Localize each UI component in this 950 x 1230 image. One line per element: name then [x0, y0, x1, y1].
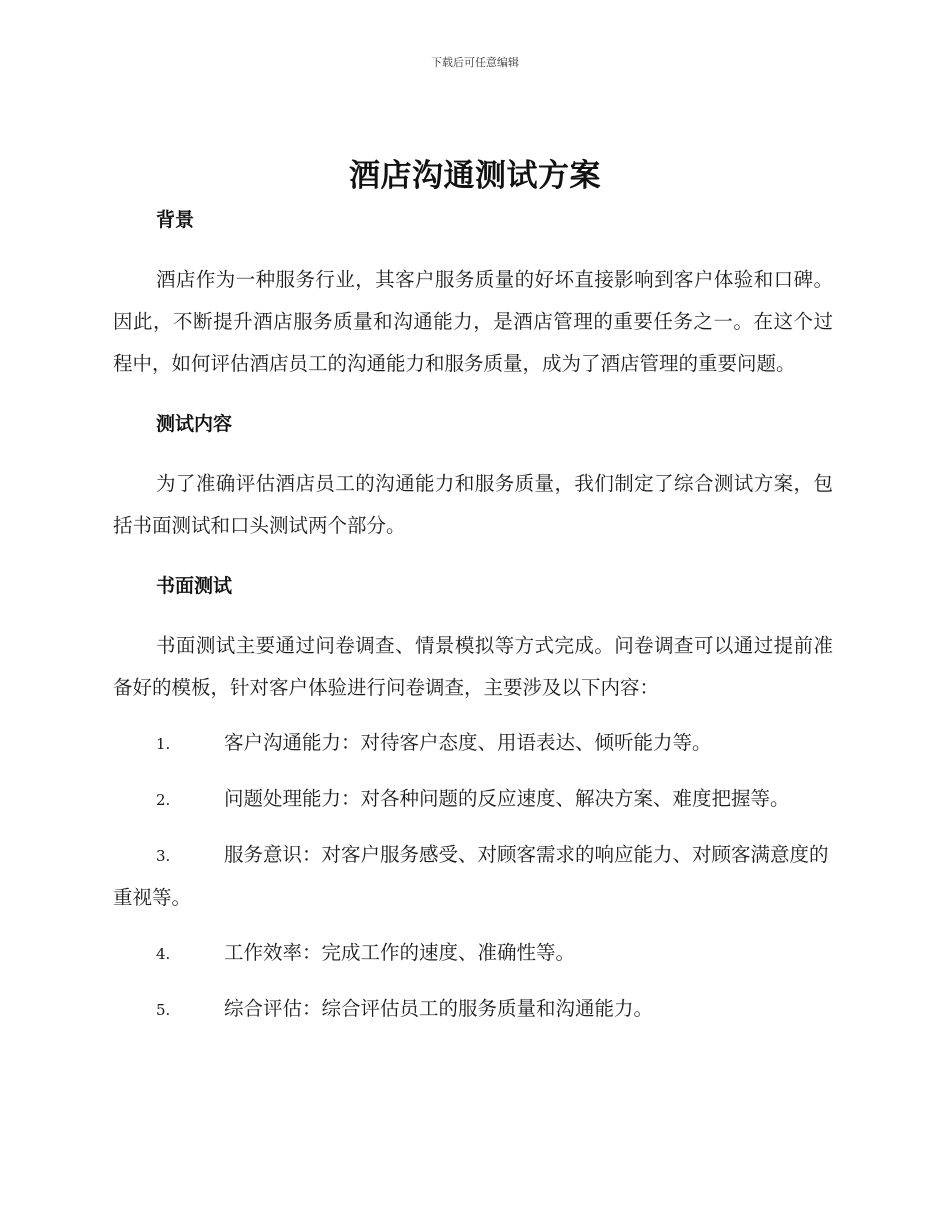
document-title: 酒店沟通测试方案 — [349, 158, 601, 194]
section-heading-background: 背景 — [156, 209, 195, 231]
list-item-number: 1. — [156, 735, 171, 753]
header-note: 下载后可任意编辑 — [431, 56, 519, 69]
section-heading-written-test: 书面测试 — [156, 575, 233, 597]
list-item-number: 5. — [156, 1001, 171, 1019]
list-item-text: 客户沟通能力：对待客户态度、用语表达、倾听能力等。 — [224, 731, 712, 754]
list-item-number: 4. — [156, 945, 171, 963]
list-item — [113, 988, 833, 1031]
paragraph-background: 酒店作为一种服务行业，其客户服务质量的好坏直接影响到客户体验和口碑。因此，不断提升酒店服务质量和沟通能力，是酒店管理的重要任务之一。在这个过程中，如何评估酒店员工的沟通能力和服务质量，成为了酒店管理的重要问题。 — [113, 268, 833, 375]
list-item — [113, 778, 833, 821]
paragraph-written-test: 书面测试主要通过问卷调查、情景模拟等方式完成。问卷调查可以通过提前准备好的模板，针对客户体验进行问卷调查，主要涉及以下内容： — [113, 634, 833, 699]
section-heading-test-content: 测试内容 — [156, 413, 233, 435]
list-item-number: 2. — [156, 791, 171, 809]
list-item — [113, 834, 833, 919]
list-item-text: 工作效率：完成工作的速度、准确性等。 — [224, 941, 576, 964]
list-item — [113, 722, 833, 765]
paragraph-test-content: 为了准确评估酒店员工的沟通能力和服务质量，我们制定了综合测试方案，包括书面测试和口头测试两个部分。 — [113, 472, 833, 537]
list-item-number: 3. — [156, 847, 171, 865]
list-item-text: 服务意识：对客户服务感受、对顾客需求的响应能力、对顾客满意度的重视等。 — [113, 843, 829, 909]
list-item-text: 问题处理能力：对各种问题的反应速度、解决方案、难度把握等。 — [224, 787, 790, 810]
document-body — [113, 205, 833, 1031]
list-item — [113, 932, 833, 975]
list-item-text: 综合评估：综合评估员工的服务质量和沟通能力。 — [224, 997, 654, 1020]
